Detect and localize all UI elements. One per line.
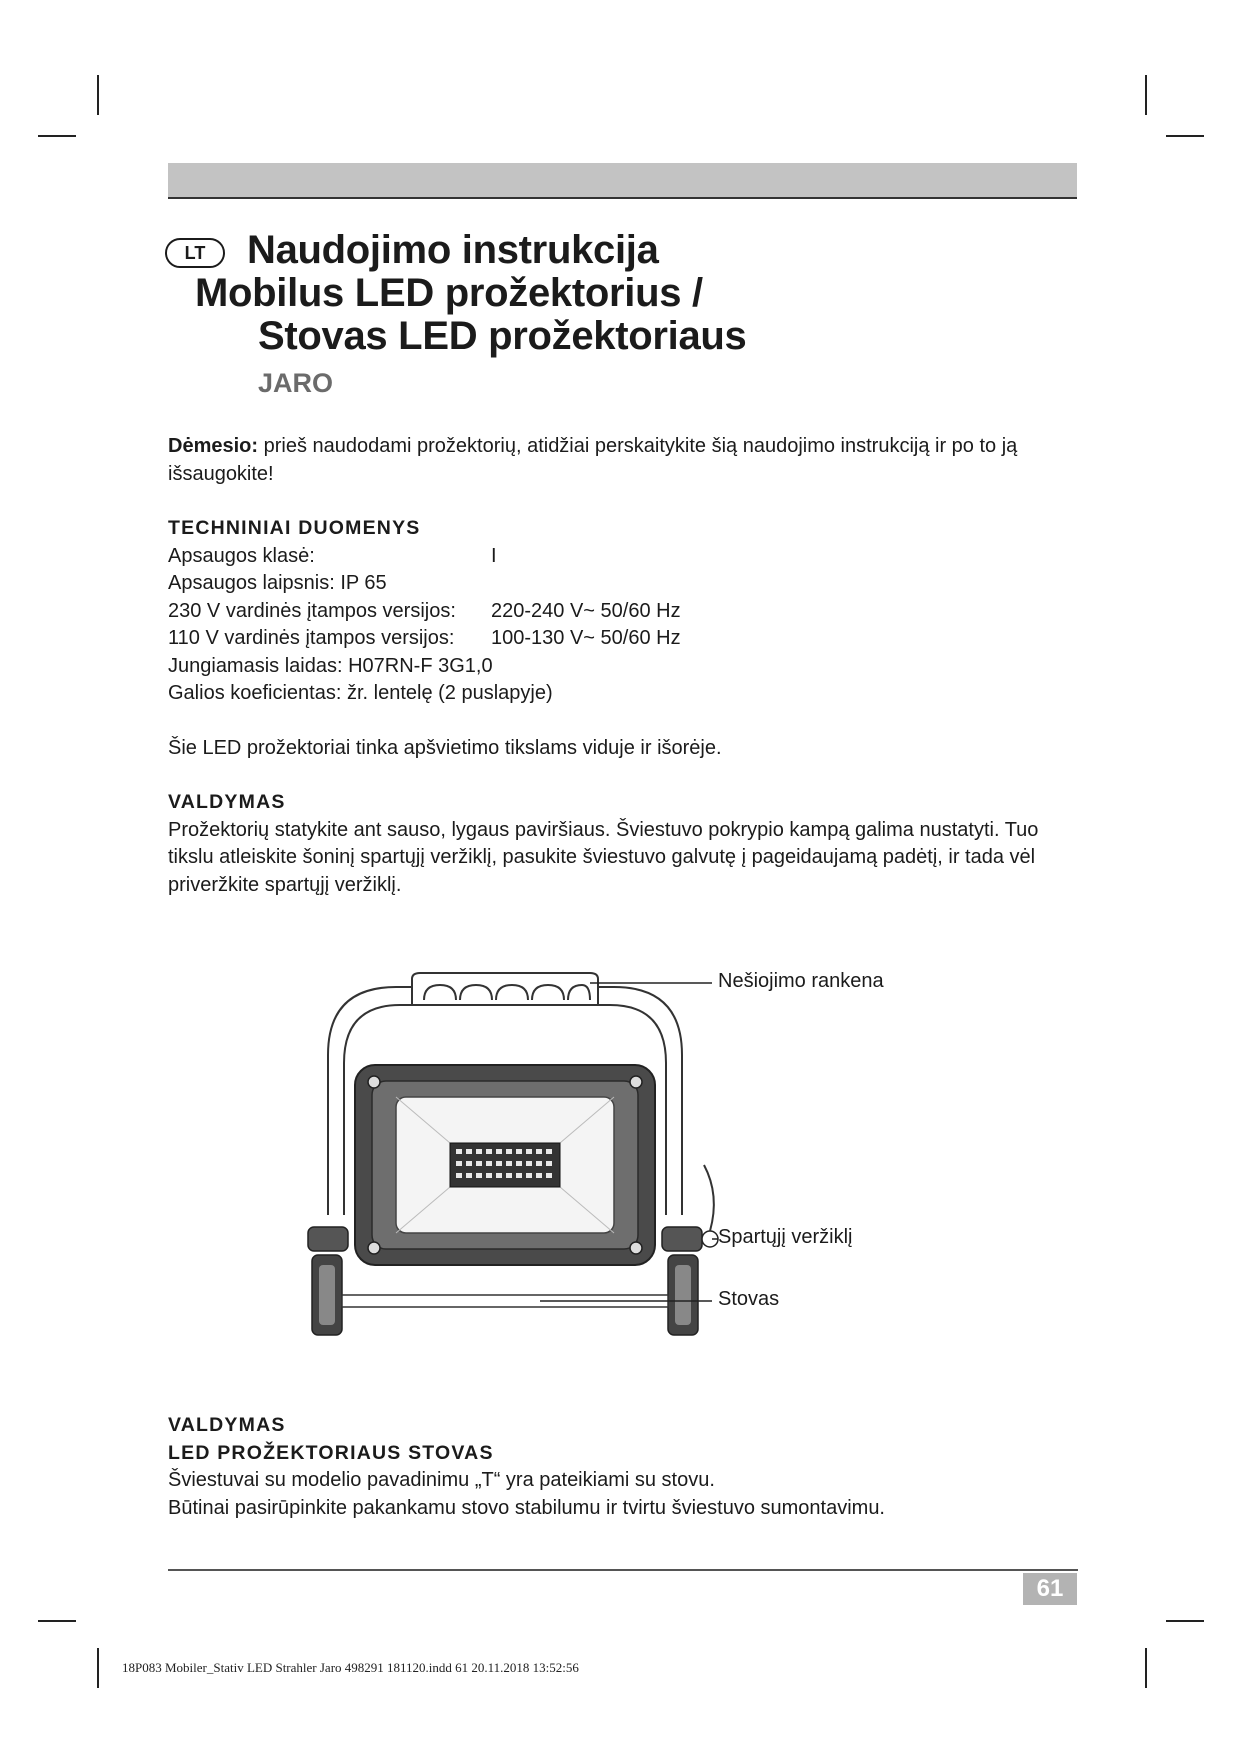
- spec-cable: Jungiamasis laidas: H07RN-F 3G1,0: [168, 654, 493, 677]
- stand-section: [168, 1412, 1083, 1522]
- spec-ip-rating: Apsaugos laipsnis: IP 65: [168, 572, 387, 594]
- control-text: Prožektorių statykite ant sauso, lygaus paviršiaus. Šviestuvo pokrypio kampą galima nustatyti. Tuo tikslu atleiskite šoninį spartųjį veržiklį, pasukite šviestuvo galvutę į pageidaujamą padėtį, ir tada vėl priveržkite spartųjį veržiklį.: [168, 818, 1039, 896]
- attention-paragraph: [168, 433, 1083, 488]
- title-line-3: Stovas LED prožektoriaus: [258, 314, 747, 358]
- crop-mark: [97, 75, 99, 115]
- main-content: [168, 433, 1083, 899]
- title-line-2: Mobilus LED prožektorius /: [195, 271, 703, 315]
- page-number: 61: [1023, 1573, 1077, 1605]
- spec-value: I: [491, 544, 497, 567]
- crop-mark: [38, 1620, 76, 1622]
- stand-line-1: Šviestuvai su modelio pavadinimu „T“ yra pateikiami su stovu.: [168, 1469, 715, 1491]
- callout-clamp: Spartųjį veržiklį: [718, 1226, 853, 1248]
- spec-label: Apsaugos klasė:: [168, 544, 315, 567]
- spec-row: [168, 625, 1083, 653]
- floodlight-figure: [300, 965, 940, 1365]
- print-slug: 18P083 Mobiler_Stativ LED Strahler Jaro 498291 181120.indd 61 20.11.2018 13:52:56: [122, 1660, 579, 1675]
- model-name: JARO: [258, 368, 334, 398]
- spec-row: [168, 653, 1083, 681]
- footer-rule: [168, 1569, 1078, 1571]
- usage-note: Šie LED prožektoriai tinka apšvietimo tikslams viduje ir išorėje.: [168, 736, 722, 759]
- tech-heading: TECHNINIAI DUOMENYS: [168, 517, 421, 539]
- floodlight-illustration: [300, 965, 940, 1365]
- spec-label: 110 V vardinės įtampos versijos:: [168, 627, 455, 649]
- spec-value: 100-130 V~ 50/60 Hz: [491, 627, 681, 649]
- spec-label: 230 V vardinės įtampos versijos:: [168, 599, 456, 622]
- title-line-1: Naudojimo instrukcija: [247, 228, 659, 272]
- attention-text: prieš naudodami prožektorių, atidžiai perskaitykite šią naudojimo instrukciją ir po to ją išsaugokite!: [168, 435, 1018, 485]
- crop-mark: [38, 135, 76, 137]
- spec-power-factor: Galios koeficientas: žr. lentelę (2 puslapyje): [168, 682, 553, 704]
- crop-mark: [97, 1648, 99, 1688]
- callout-handle: Nešiojimo rankena: [718, 970, 884, 992]
- spec-row: [168, 543, 1083, 571]
- crop-mark: [1145, 75, 1147, 115]
- stand-heading-2: LED PROŽEKTORIAUS STOVAS: [168, 1441, 494, 1464]
- callout-stand: Stovas: [718, 1288, 780, 1310]
- spec-value: 220-240 V~ 50/60 Hz: [491, 599, 681, 622]
- control-heading: VALDYMAS: [168, 791, 286, 813]
- spec-row: [168, 598, 1083, 626]
- language-badge: LT: [165, 238, 225, 268]
- attention-label: Dėmesio:: [168, 435, 259, 457]
- crop-mark: [1166, 1620, 1204, 1622]
- stand-heading-1: VALDYMAS: [168, 1414, 286, 1436]
- spec-row: [168, 570, 1083, 598]
- crop-mark: [1145, 1648, 1147, 1688]
- stand-line-2: Būtinai pasirūpinkite pakankamu stovo stabilumu ir tvirtu šviestuvo sumontavimu.: [168, 1496, 885, 1519]
- header-bar: [168, 163, 1077, 199]
- crop-mark: [1166, 135, 1204, 137]
- spec-row: [168, 680, 1083, 708]
